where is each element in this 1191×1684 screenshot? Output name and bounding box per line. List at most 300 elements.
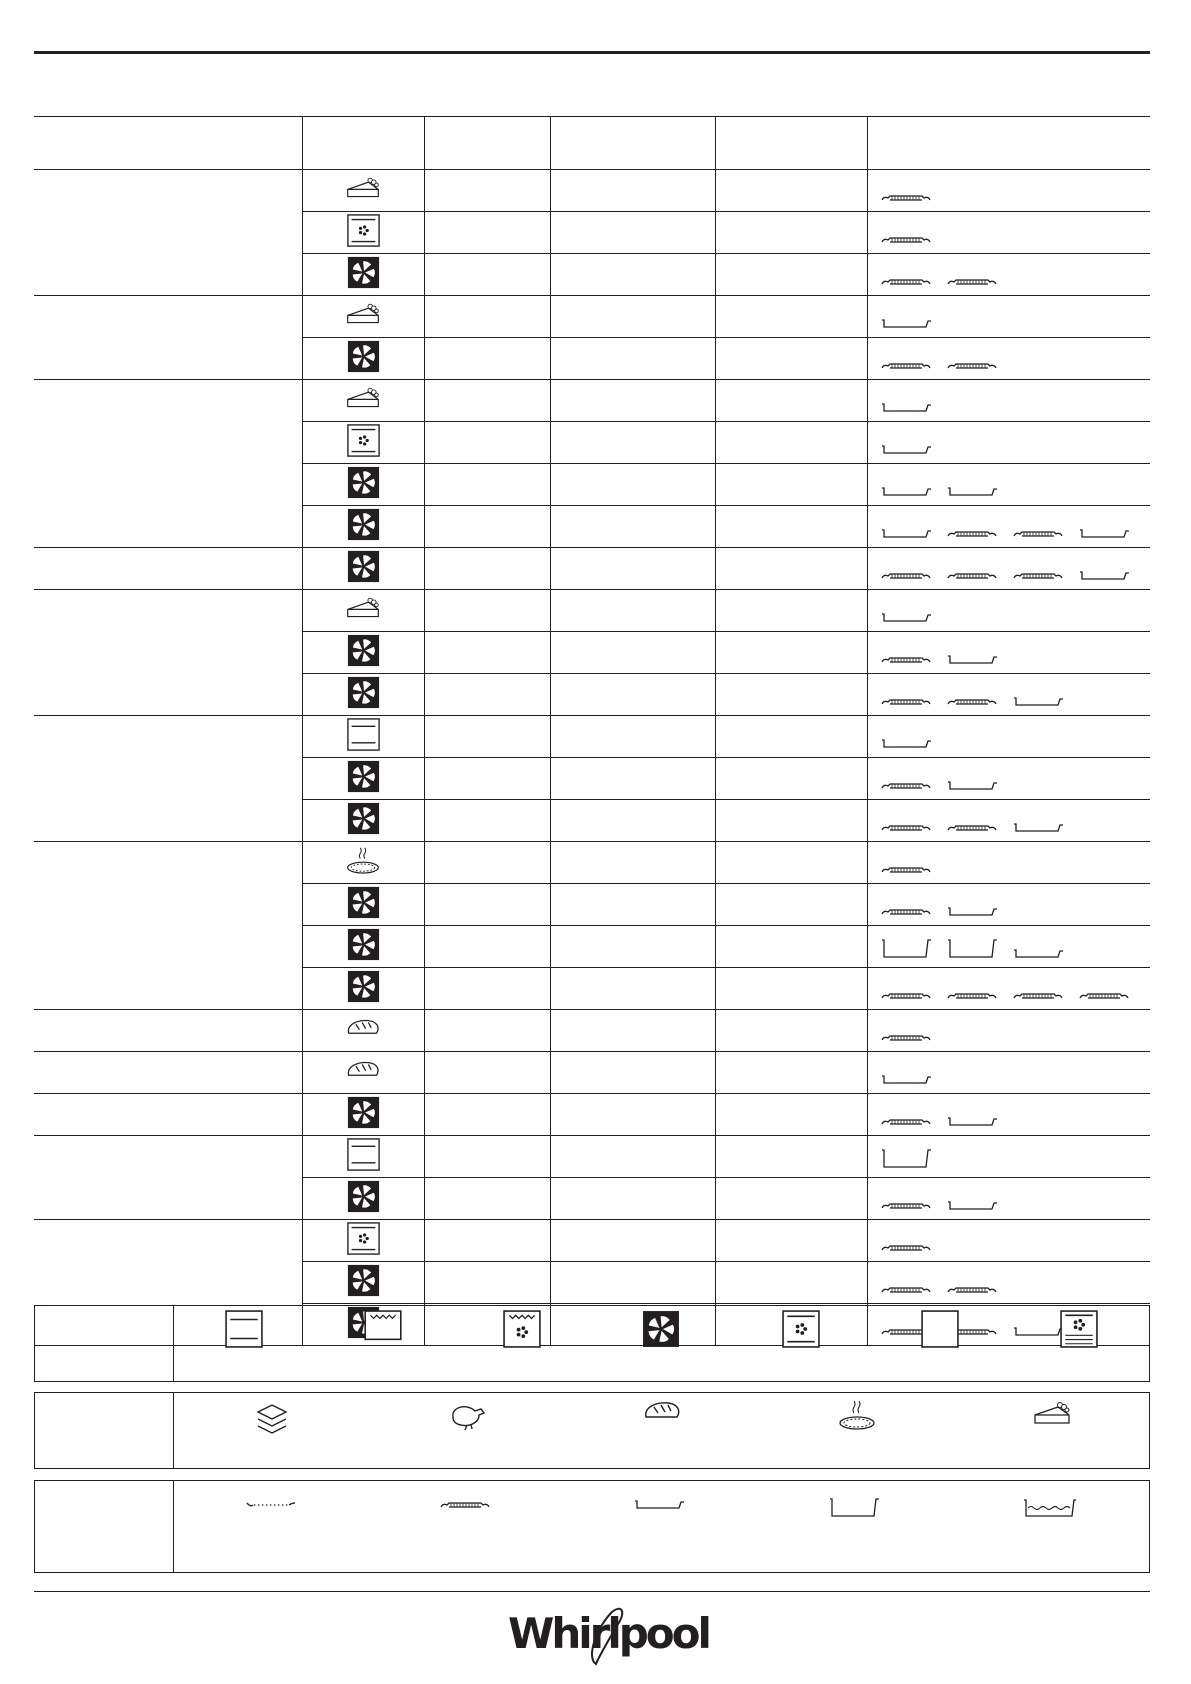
fan-icon: [347, 256, 380, 294]
rack-icon: [946, 988, 998, 1007]
table-row: [34, 1220, 1150, 1262]
duration-cell: [715, 1262, 867, 1304]
function-cell: [302, 632, 424, 674]
duration-cell: [715, 800, 867, 842]
layers-icon: [252, 1399, 292, 1444]
duration-cell: [715, 1010, 867, 1052]
tray-icon: [633, 1497, 685, 1524]
function-cell: [302, 1262, 424, 1304]
recipe-cell: [34, 800, 302, 842]
rack-icon: [880, 652, 932, 671]
table-row: [34, 968, 1150, 1010]
tray-icon: [880, 400, 932, 419]
recipe-cell: [34, 1262, 302, 1304]
recipe-cell: [34, 254, 302, 296]
empty-icon: [921, 1310, 959, 1353]
recipe-cell: [34, 758, 302, 800]
rack-icon: [880, 1240, 932, 1259]
duration-cell: [715, 968, 867, 1010]
temperature-cell: [550, 1178, 715, 1220]
wire-shelf-icon: [245, 1497, 297, 1524]
duration-cell: [715, 1094, 867, 1136]
function-cell: [302, 170, 424, 212]
level-accessories-cell: [867, 716, 1150, 758]
duration-cell: [715, 1136, 867, 1178]
preheat-cell: [424, 212, 550, 254]
recipe-cell: [34, 1010, 302, 1052]
function-cell: [302, 1178, 424, 1220]
fan-grill-icon: [1060, 1310, 1098, 1353]
rack-icon: [946, 526, 998, 545]
temperature-cell: [550, 1094, 715, 1136]
recipe-cell: [34, 422, 302, 464]
level-accessories-cell: [867, 842, 1150, 884]
level-accessories-cell: [867, 1010, 1150, 1052]
rack-icon: [880, 358, 932, 377]
preheat-cell: [424, 254, 550, 296]
tray-icon: [946, 904, 998, 923]
tray-icon: [1012, 694, 1064, 713]
bottom-rule: [34, 1591, 1150, 1592]
duration-cell: [715, 884, 867, 926]
preheat-cell: [424, 464, 550, 506]
level-accessories-cell: [867, 884, 1150, 926]
level-accessories-cell: [867, 1094, 1150, 1136]
rack-icon: [880, 820, 932, 839]
temperature-cell: [550, 464, 715, 506]
duration-cell: [715, 212, 867, 254]
recipe-cell: [34, 464, 302, 506]
deep-icon: [946, 938, 998, 965]
table-row: [34, 716, 1150, 758]
rack-icon: [1012, 568, 1064, 587]
temperature-cell: [550, 674, 715, 716]
temperature-cell: [550, 296, 715, 338]
preheat-cell: [424, 1010, 550, 1052]
fan-icon: [347, 340, 380, 378]
preheat-cell: [424, 842, 550, 884]
level-accessories-cell: [867, 422, 1150, 464]
tray-icon: [880, 736, 932, 755]
recipe-cell: [34, 548, 302, 590]
level-accessories-cell: [867, 338, 1150, 380]
rack-icon: [880, 988, 932, 1007]
temperature-cell: [550, 1220, 715, 1262]
table-header-row: [34, 117, 1150, 170]
preheat-cell: [424, 1178, 550, 1220]
tray-icon: [946, 1198, 998, 1217]
preheat-cell: [424, 758, 550, 800]
temperature-cell: [550, 590, 715, 632]
temperature-cell: [550, 1262, 715, 1304]
legend-accessories-label: [35, 1481, 174, 1572]
function-cell: [302, 1010, 424, 1052]
preheat-cell: [424, 800, 550, 842]
temperature-cell: [550, 254, 715, 296]
temperature-cell: [550, 842, 715, 884]
temperature-cell: [550, 506, 715, 548]
chicken-icon: [447, 1399, 487, 1444]
preheat-cell: [424, 926, 550, 968]
fan-icon: [347, 508, 380, 546]
preheat-cell: [424, 1136, 550, 1178]
header-preheat: [424, 117, 550, 170]
legend-food-icons: [174, 1399, 1149, 1444]
rack-icon: [880, 1282, 932, 1301]
function-cell: [302, 1052, 424, 1094]
temperature-cell: [550, 548, 715, 590]
function-cell: [302, 1094, 424, 1136]
preheat-cell: [424, 296, 550, 338]
rack-icon: [946, 820, 998, 839]
rack-icon: [946, 568, 998, 587]
tray-icon: [1012, 820, 1064, 839]
duration-cell: [715, 464, 867, 506]
legend-food-label: [35, 1393, 174, 1468]
table-row: [34, 212, 1150, 254]
rack-icon: [880, 862, 932, 881]
fan-icon: [347, 1264, 380, 1302]
table-row: [34, 254, 1150, 296]
temperature-cell: [550, 758, 715, 800]
fan-icon: [347, 1180, 380, 1218]
table-row: [34, 842, 1150, 884]
table-row: [34, 338, 1150, 380]
rack-icon: [946, 694, 998, 713]
recipe-cell: [34, 212, 302, 254]
fan-icon: [347, 634, 380, 672]
deep-icon: [880, 1148, 932, 1175]
level-accessories-cell: [867, 548, 1150, 590]
table-row: [34, 464, 1150, 506]
header-recipe: [34, 117, 302, 170]
preheat-cell: [424, 548, 550, 590]
recipe-cell: [34, 1094, 302, 1136]
function-cell: [302, 548, 424, 590]
level-accessories-cell: [867, 1178, 1150, 1220]
recipe-cell: [34, 296, 302, 338]
convect-icon: [347, 424, 380, 462]
level-accessories-cell: [867, 380, 1150, 422]
temperature-cell: [550, 1136, 715, 1178]
tray-icon: [880, 1072, 932, 1091]
table-row: [34, 1178, 1150, 1220]
rack-icon: [880, 694, 932, 713]
table-row: [34, 422, 1150, 464]
rack-icon: [1012, 988, 1064, 1007]
table-row: [34, 1262, 1150, 1304]
tray-icon: [880, 484, 932, 503]
header-level-accessories: [867, 117, 1150, 170]
whirlpool-logo: [500, 1598, 709, 1674]
temperature-cell: [550, 1052, 715, 1094]
function-cell: [302, 1136, 424, 1178]
level-accessories-cell: [867, 968, 1150, 1010]
table-row: [34, 884, 1150, 926]
level-accessories-cell: [867, 1136, 1150, 1178]
tray-icon: [1012, 946, 1064, 965]
recipe-cell: [34, 1178, 302, 1220]
recipe-cell: [34, 506, 302, 548]
function-cell: [302, 422, 424, 464]
table-row: [34, 506, 1150, 548]
duration-cell: [715, 170, 867, 212]
recipe-cell: [34, 674, 302, 716]
duration-cell: [715, 1052, 867, 1094]
table-row: [34, 1094, 1150, 1136]
preheat-cell: [424, 632, 550, 674]
preheat-cell: [424, 716, 550, 758]
temperature-cell: [550, 212, 715, 254]
legend-accessories-icons: [174, 1497, 1149, 1524]
recipe-cell: [34, 1052, 302, 1094]
level-accessories-cell: [867, 800, 1150, 842]
rack-icon: [880, 904, 932, 923]
table-row: [34, 1136, 1150, 1178]
duration-cell: [715, 674, 867, 716]
function-cell: [302, 590, 424, 632]
legend-accessories-box: [34, 1480, 1150, 1573]
duration-cell: [715, 422, 867, 464]
temperature-cell: [550, 884, 715, 926]
recipe-cell: [34, 338, 302, 380]
level-accessories-cell: [867, 212, 1150, 254]
tray-icon: [946, 778, 998, 797]
fan-icon: [347, 1096, 380, 1134]
duration-cell: [715, 380, 867, 422]
header-function: [302, 117, 424, 170]
duration-cell: [715, 506, 867, 548]
cake-icon: [345, 385, 381, 415]
tray-icon: [880, 316, 932, 335]
level-accessories-cell: [867, 254, 1150, 296]
tray-icon: [946, 1114, 998, 1133]
level-accessories-cell: [867, 590, 1150, 632]
tray-icon: [880, 526, 932, 545]
level-accessories-cell: [867, 758, 1150, 800]
legend-functions-box: [34, 1305, 1150, 1382]
drip-icon: [1022, 1497, 1078, 1524]
rack-icon: [1078, 988, 1130, 1007]
cake-icon: [345, 595, 381, 625]
level-accessories-cell: [867, 632, 1150, 674]
recipe-cell: [34, 590, 302, 632]
table-row: [34, 590, 1150, 632]
recipe-cell: [34, 1136, 302, 1178]
fan-icon: [642, 1310, 680, 1353]
tray-icon: [946, 652, 998, 671]
preheat-cell: [424, 1094, 550, 1136]
legend-functions-icons: [174, 1310, 1149, 1353]
function-cell: [302, 674, 424, 716]
recipe-cell: [34, 716, 302, 758]
function-cell: [302, 464, 424, 506]
bread-icon: [345, 1059, 381, 1086]
fan-icon: [347, 970, 380, 1008]
header-temperature: [550, 117, 715, 170]
level-accessories-cell: [867, 674, 1150, 716]
function-cell: [302, 506, 424, 548]
function-cell: [302, 212, 424, 254]
rack-icon: [946, 1282, 998, 1301]
function-cell: [302, 800, 424, 842]
function-cell: [302, 926, 424, 968]
rack-icon: [946, 274, 998, 293]
duration-cell: [715, 758, 867, 800]
recipe-cell: [34, 632, 302, 674]
cake-icon: [1032, 1399, 1072, 1444]
duration-cell: [715, 338, 867, 380]
rack-icon: [880, 274, 932, 293]
tray-icon: [1078, 568, 1130, 587]
tray-icon: [880, 610, 932, 629]
function-cell: [302, 380, 424, 422]
top-rule: [34, 51, 1150, 54]
header-duration: [715, 117, 867, 170]
svg-text:Whirlpool: Whirlpool: [508, 1609, 709, 1658]
rack-icon: [880, 190, 932, 209]
turbo-grill-icon: [503, 1310, 541, 1353]
fan-icon: [347, 466, 380, 504]
rack-icon: [880, 1030, 932, 1049]
conventional-icon: [225, 1310, 263, 1353]
table-row: [34, 296, 1150, 338]
function-cell: [302, 968, 424, 1010]
table-row: [34, 926, 1150, 968]
rack-icon: [880, 778, 932, 797]
preheat-cell: [424, 884, 550, 926]
recipe-cell: [34, 926, 302, 968]
duration-cell: [715, 926, 867, 968]
pizza-icon: [837, 1399, 877, 1444]
convect-icon: [782, 1310, 820, 1353]
bread-icon: [642, 1399, 682, 1444]
table-row: [34, 380, 1150, 422]
rack-icon: [880, 568, 932, 587]
table-row: [34, 548, 1150, 590]
temperature-cell: [550, 716, 715, 758]
fan-icon: [347, 928, 380, 966]
function-cell: [302, 296, 424, 338]
level-accessories-cell: [867, 1220, 1150, 1262]
level-accessories-cell: [867, 926, 1150, 968]
legend-food-box: [34, 1392, 1150, 1469]
fan-icon: [347, 550, 380, 588]
duration-cell: [715, 254, 867, 296]
temperature-cell: [550, 800, 715, 842]
duration-cell: [715, 632, 867, 674]
tray-icon: [946, 484, 998, 503]
cake-icon: [345, 301, 381, 331]
convect-icon: [347, 1222, 380, 1260]
temperature-cell: [550, 1010, 715, 1052]
legend-functions-label: [35, 1306, 174, 1381]
rack-icon: [880, 1114, 932, 1133]
function-cell: [302, 758, 424, 800]
fan-icon: [347, 676, 380, 714]
function-cell: [302, 842, 424, 884]
recipe-cell: [34, 380, 302, 422]
function-cell: [302, 716, 424, 758]
cake-icon: [345, 175, 381, 205]
duration-cell: [715, 296, 867, 338]
fan-icon: [347, 886, 380, 924]
convect-icon: [347, 214, 380, 252]
cooking-table: [34, 116, 1150, 1346]
duration-cell: [715, 590, 867, 632]
temperature-cell: [550, 632, 715, 674]
recipe-cell: [34, 1220, 302, 1262]
temperature-cell: [550, 422, 715, 464]
deep-icon: [880, 938, 932, 965]
level-accessories-cell: [867, 506, 1150, 548]
level-accessories-cell: [867, 1052, 1150, 1094]
duration-cell: [715, 1220, 867, 1262]
level-accessories-cell: [867, 464, 1150, 506]
preheat-cell: [424, 590, 550, 632]
table-row: [34, 800, 1150, 842]
function-cell: [302, 884, 424, 926]
rack-icon: [946, 358, 998, 377]
duration-cell: [715, 842, 867, 884]
pizza-icon: [345, 846, 381, 880]
preheat-cell: [424, 422, 550, 464]
function-cell: [302, 1220, 424, 1262]
level-accessories-cell: [867, 296, 1150, 338]
level-accessories-cell: [867, 170, 1150, 212]
temperature-cell: [550, 926, 715, 968]
preheat-cell: [424, 506, 550, 548]
rack-icon: [439, 1497, 491, 1524]
preheat-cell: [424, 1220, 550, 1262]
recipe-cell: [34, 884, 302, 926]
tray-icon: [880, 442, 932, 461]
temperature-cell: [550, 380, 715, 422]
fan-icon: [347, 760, 380, 798]
table-row: [34, 1010, 1150, 1052]
recipe-cell: [34, 170, 302, 212]
table-row: [34, 632, 1150, 674]
preheat-cell: [424, 380, 550, 422]
bread-icon: [345, 1017, 381, 1044]
table-row: [34, 170, 1150, 212]
function-cell: [302, 338, 424, 380]
temperature-cell: [550, 338, 715, 380]
preheat-cell: [424, 674, 550, 716]
rack-icon: [880, 1198, 932, 1217]
function-cell: [302, 254, 424, 296]
temperature-cell: [550, 170, 715, 212]
tray-icon: [1078, 526, 1130, 545]
level-accessories-cell: [867, 1262, 1150, 1304]
recipe-cell: [34, 968, 302, 1010]
rack-icon: [880, 232, 932, 251]
duration-cell: [715, 1178, 867, 1220]
table-row: [34, 758, 1150, 800]
table-row: [34, 1052, 1150, 1094]
preheat-cell: [424, 1052, 550, 1094]
grill-icon: [364, 1310, 402, 1353]
duration-cell: [715, 548, 867, 590]
deep-icon: [828, 1497, 880, 1524]
preheat-cell: [424, 170, 550, 212]
conventional-icon: [347, 1138, 380, 1176]
preheat-cell: [424, 338, 550, 380]
table-row: [34, 674, 1150, 716]
duration-cell: [715, 716, 867, 758]
preheat-cell: [424, 1262, 550, 1304]
recipe-cell: [34, 842, 302, 884]
